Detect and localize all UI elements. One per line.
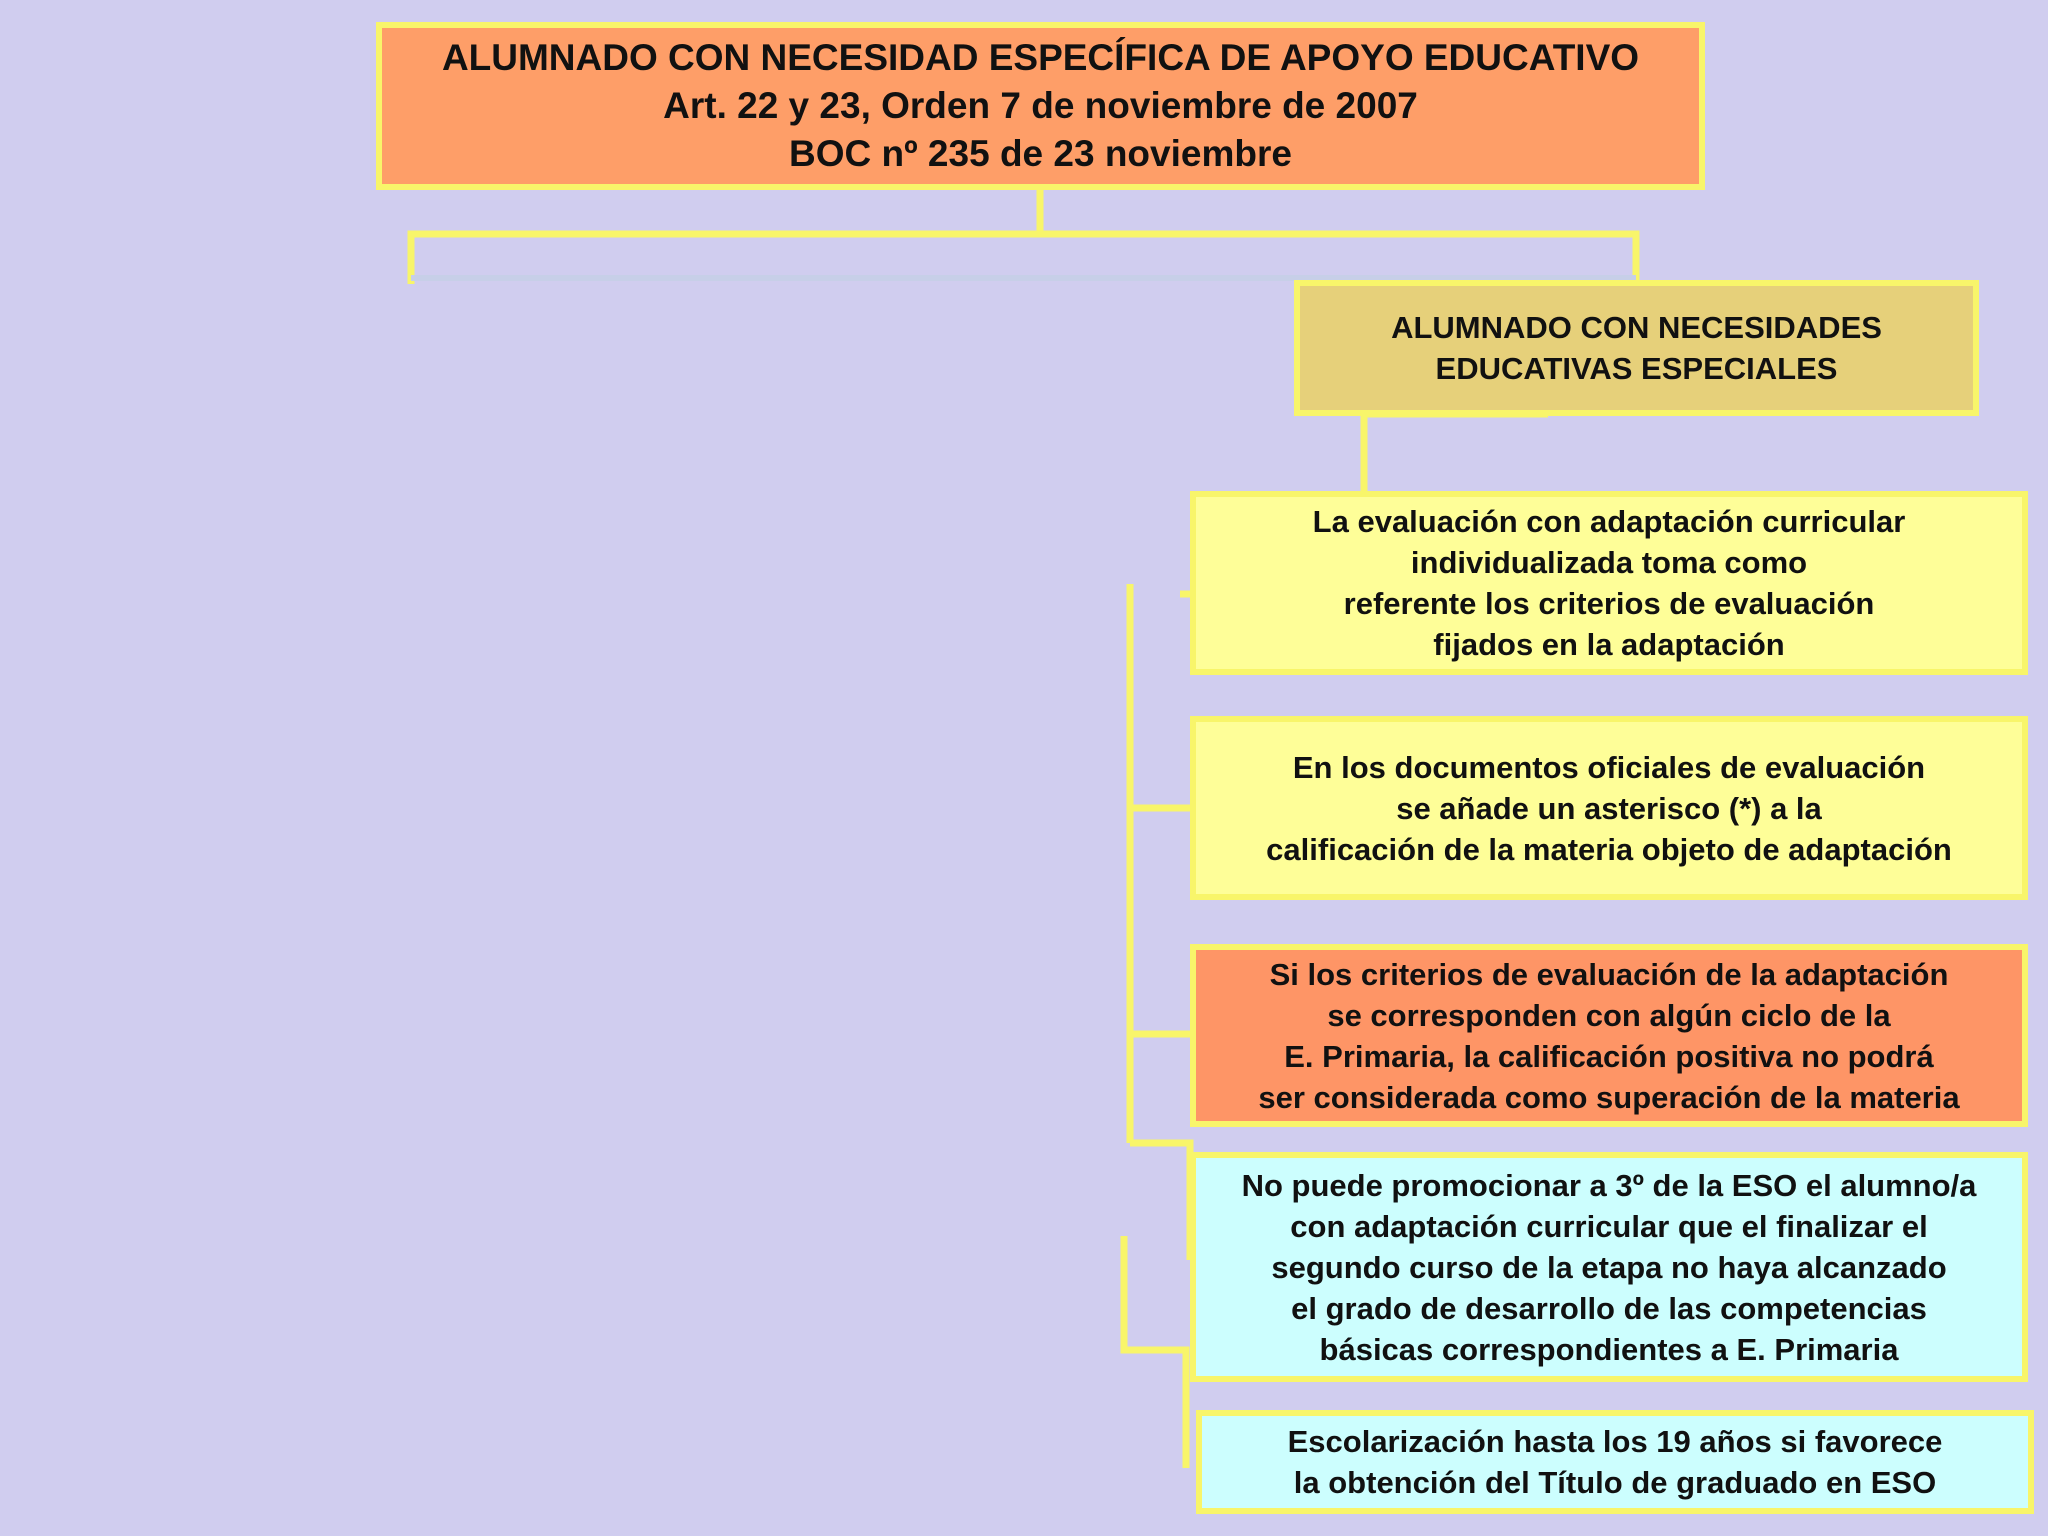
nee-line: ALUMNADO CON NECESIDADES — [1391, 310, 1882, 345]
title-line: BOC nº 235 de 23 noviembre — [789, 133, 1292, 174]
schooling-age-box — [1196, 1410, 2034, 1514]
box-line: ser considerada como superación de la materia — [1258, 1079, 1960, 1115]
box-line: fijados en la adaptación — [1433, 627, 1785, 662]
nee-line: EDUCATIVAS ESPECIALES — [1435, 351, 1838, 386]
box-line: E. Primaria, la calificación positiva no podrá — [1284, 1038, 1934, 1074]
box-line: básicas correspondientes a E. Primaria — [1319, 1331, 1899, 1367]
box-line: segundo curso de la etapa no haya alcanzado — [1271, 1249, 1947, 1285]
promotion-rule-box — [1190, 1152, 2028, 1382]
nee-category-box — [1294, 280, 1979, 416]
box-line: el grado de desarrollo de las competencias — [1291, 1290, 1927, 1326]
box-line: se corresponden con algún ciclo de la — [1327, 997, 1891, 1033]
main-title-box — [376, 22, 1705, 190]
asterisk-documents-box — [1190, 716, 2028, 900]
box-line: calificación de la materia objeto de adaptación — [1266, 831, 1952, 867]
box-line: la obtención del Título de graduado en ESO — [1293, 1465, 1937, 1500]
title-line: ALUMNADO CON NECESIDAD ESPECÍFICA DE APOYO EDUCATIVO — [441, 37, 1640, 78]
box-line: con adaptación curricular que el finalizar el — [1290, 1208, 1928, 1244]
title-line: Art. 22 y 23, Orden 7 de noviembre de 2007 — [663, 85, 1418, 126]
box-line: Si los criterios de evaluación de la adaptación — [1269, 956, 1949, 992]
evaluation-reference-box — [1190, 491, 2028, 675]
box-line: No puede promocionar a 3º de la ESO el alumno/a — [1241, 1167, 1977, 1203]
box-line: Escolarización hasta los 19 años si favorece — [1287, 1424, 1943, 1459]
box-line: individualizada toma como — [1410, 545, 1808, 580]
box-line: referente los criterios de evaluación — [1343, 586, 1875, 621]
box-line: La evaluación con adaptación curricular — [1312, 504, 1906, 539]
box-line: se añade un asterisco (*) a la — [1396, 790, 1822, 826]
primaria-criteria-box — [1190, 944, 2028, 1127]
box-line: En los documentos oficiales de evaluación — [1292, 749, 1926, 785]
